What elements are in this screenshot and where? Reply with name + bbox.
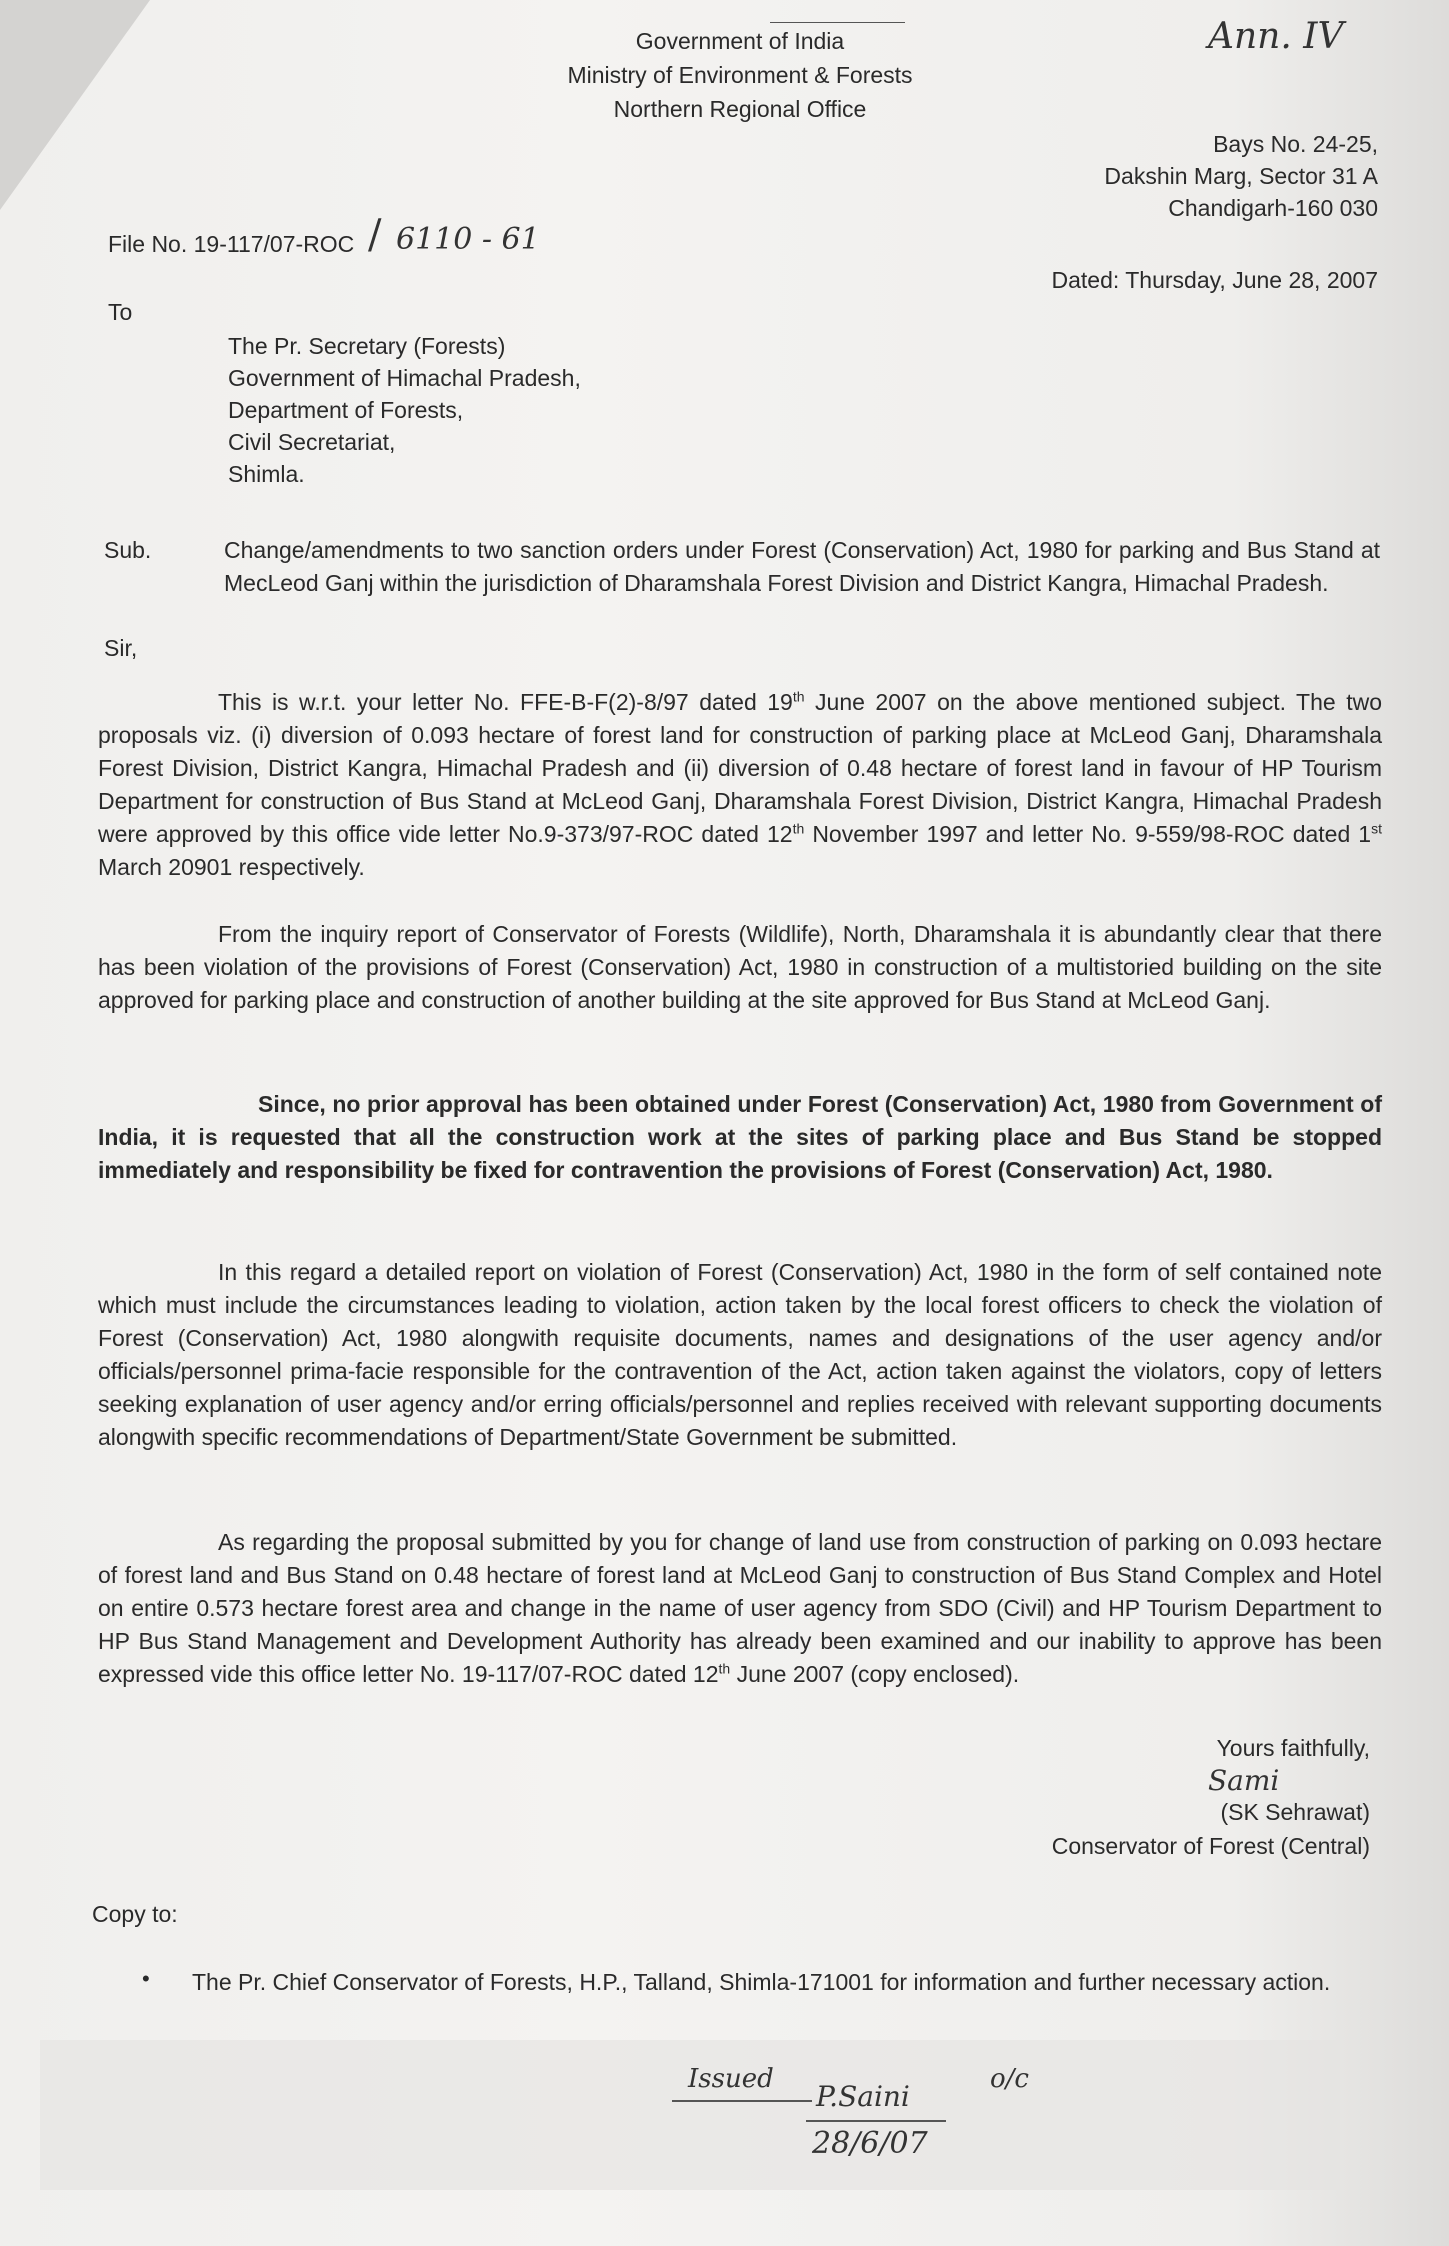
- para1-sup-1: th: [792, 688, 805, 705]
- paragraph-3: [98, 1088, 1382, 1187]
- scan-stain: [40, 2040, 1340, 2190]
- para1-part-b: June 2007 on the above mentioned subject. The two proposals viz. (i) diversion of 0.093 hectare of forest land for construction of parking place at McLeod Ganj, Dharamshala Forest Division, District Kangra, Himachal Pradesh and (ii) diversion of 0.48 hectare of forest land in favour of HP Tourism Department for construction of Bus Stand at McLeod Ganj, Dharamshala Forest Division, District Kangra, Himachal Pradesh were approved by this office vide letter No.9-373/97-ROC dated 12: [98, 689, 1382, 847]
- address-line-2: Dakshin Marg, Sector 31 A: [1104, 163, 1378, 189]
- para1-part-c: November 1997 and letter No. 9-559/98-ROC dated 1: [804, 821, 1372, 847]
- address-line-3: Chandigarh-160 030: [1168, 195, 1378, 221]
- recipient-address: [228, 330, 581, 490]
- para1-part-a: This is w.r.t. your letter No. FFE-B-F(2)-8/97 dated 19: [218, 689, 793, 715]
- paragraph-1: [98, 686, 1382, 884]
- to-label: To: [108, 299, 133, 325]
- subject-label: Sub.: [104, 537, 152, 563]
- para5-part-a: As regarding the proposal submitted by you for change of land use from construction of parking on 0.093 hectare of forest land and Bus Stand on 0.48 hectare of forest land at McLeod Ganj to construction of Bus Stand Complex and Hotel on entire 0.573 hectare forest area and change in the name of user agency from SDO (Civil) and HP Tourism Department to HP Bus Stand Management and Development Authority has already been examined and our inability to approve has been expressed vide this office letter No. 19-117/07-ROC dated 12: [98, 1529, 1382, 1687]
- file-number-slash: /: [368, 212, 382, 258]
- recipient-line-2: Government of Himachal Pradesh,: [228, 365, 581, 391]
- paragraph-4: [98, 1256, 1382, 1454]
- paragraph-5: [98, 1526, 1382, 1691]
- file-number-handwritten: 6110 - 61: [396, 222, 540, 257]
- copy-to-item: The Pr. Chief Conservator of Forests, H.P., Talland, Shimla-171001 for information and further necessary action.: [192, 1969, 1331, 1995]
- recipient-line-5: Shimla.: [228, 461, 305, 487]
- office-address: [1000, 128, 1378, 224]
- para5-sup: th: [718, 1660, 731, 1677]
- issued-underline: [672, 2100, 812, 2102]
- bullet-icon: •: [142, 1966, 150, 1991]
- header-overline: [770, 22, 905, 23]
- issued-handwriting: Issued: [688, 2064, 774, 2094]
- oc-handwriting: o/c: [990, 2064, 1029, 2094]
- issuer-underline: [806, 2120, 946, 2122]
- signatory-title: Conservator of Forest (Central): [1051, 1833, 1370, 1859]
- page-corner-fold: [0, 0, 150, 210]
- para4-text: In this regard a detailed report on violation of Forest (Conservation) Act, 1980 in the form of self contained note which must include the circumstances leading to violation, action taken by the local forest officers to check the violation of Forest (Conservation) Act, 1980 alongwith requisite documents, names and designations of the user agency and/or officials/personnel prima-facie responsible for the contravention of the Act, action taken against the violators, copy of letters seeking explanation of user agency and/or erring officials/personnel and replies received with relevant supporting documents alongwith specific recommendations of Department/State Government be submitted.: [98, 1259, 1382, 1450]
- issue-date-handwriting: 28/6/07: [812, 2126, 928, 2161]
- recipient-line-1: The Pr. Secretary (Forests): [228, 333, 506, 359]
- signature: Sami: [1208, 1764, 1280, 1797]
- issuer-handwriting: P.Saini: [816, 2080, 910, 2113]
- recipient-line-3: Department of Forests,: [228, 397, 464, 423]
- copy-to-label: Copy to:: [92, 1901, 178, 1927]
- file-number: File No. 19-117/07-ROC: [108, 231, 355, 257]
- subject-text: Change/amendments to two sanction orders under Forest (Conservation) Act, 1980 for parking and Bus Stand at MecLeod Ganj within the jurisdiction of Dharamshala Forest Division and District Kangra, Himachal Pradesh.: [224, 537, 1380, 596]
- letterhead-line-3: Northern Regional Office: [613, 96, 867, 122]
- para1-sup-2: th: [792, 820, 805, 837]
- letterhead-line-2: Ministry of Environment & Forests: [567, 62, 913, 88]
- para5-part-b: June 2007 (copy enclosed).: [730, 1661, 1020, 1687]
- closing-yours-faithfully: Yours faithfully,: [1216, 1735, 1370, 1761]
- para2-text: From the inquiry report of Conservator of Forests (Wildlife), North, Dharamshala it is abundantly clear that there has been violation of the provisions of Forest (Conservation) Act, 1980 in construction of a multistoried building on the site approved for parking place and construction of another building at the site approved for Bus Stand at McLeod Ganj.: [98, 921, 1382, 1013]
- annexure-annotation: Ann. IV: [1208, 16, 1344, 57]
- address-line-1: Bays No. 24-25,: [1213, 131, 1378, 157]
- para1-sup-3: st: [1371, 820, 1382, 837]
- letterhead-line-1: Government of India: [635, 28, 845, 54]
- signatory-name: (SK Sehrawat): [1220, 1799, 1370, 1825]
- letter-date: Dated: Thursday, June 28, 2007: [1051, 267, 1378, 293]
- para3-text: Since, no prior approval has been obtained under Forest (Conservation) Act, 1980 from Government of India, it is requested that all the construction work at the sites of parking place and Bus Stand be stopped immediately and responsibility be fixed for contravention the provisions of Forest (Conservation) Act, 1980.: [98, 1091, 1382, 1183]
- para1-part-d: March 20901 respectively.: [98, 854, 365, 880]
- recipient-line-4: Civil Secretariat,: [228, 429, 396, 455]
- paragraph-2: [98, 918, 1382, 1017]
- letterhead: [500, 24, 980, 126]
- salutation: Sir,: [104, 635, 138, 661]
